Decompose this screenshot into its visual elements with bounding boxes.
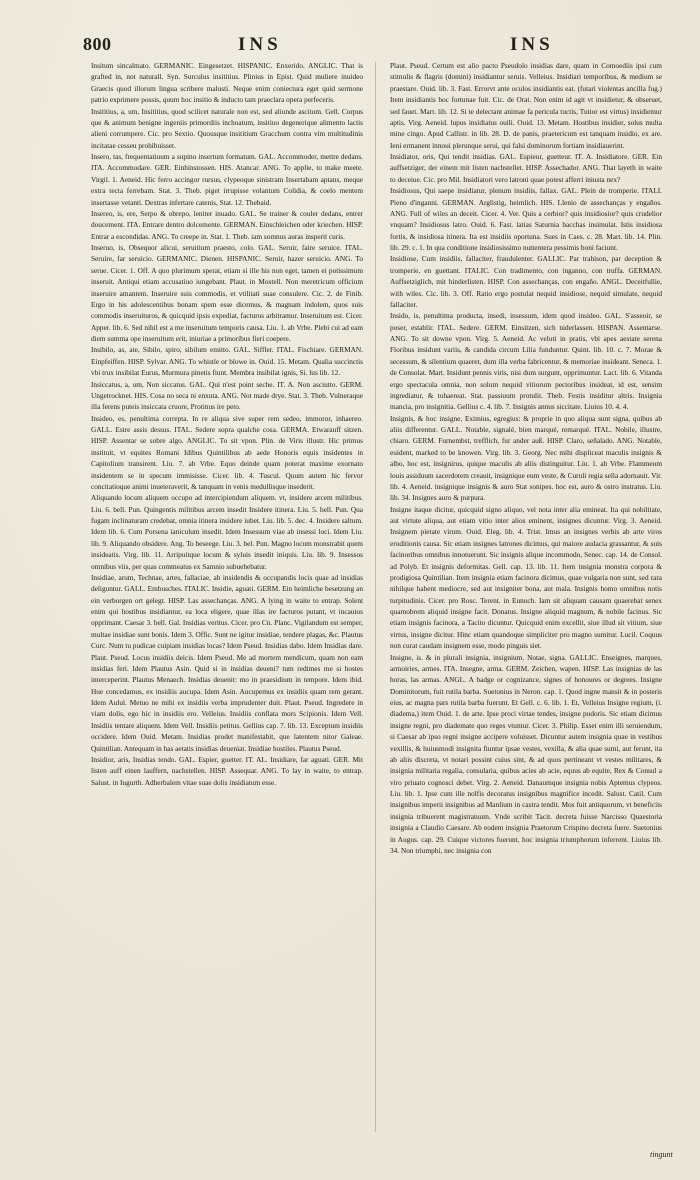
page-number: 800 bbox=[83, 34, 112, 54]
right-column bbox=[390, 60, 662, 1160]
running-head-right: INS bbox=[510, 34, 554, 55]
dictionary-entry: Insititius, a, um, Insititius, quod scilicet naturale non est, sed aliunde ascitum. Gell. Corpus que & animum benigne ingeniis primordiis inchoatum, insitiuo degenerique alimento lactis alieni corrumpere. Cic. pro Sextio. Quousque insititium Gracchum contra vim multitudinis incitatae cesseu prohibuisset. bbox=[91, 106, 363, 150]
dictionary-entry: Insido, is, penultima producta, insedi, insessum, idem quod insideo. GAL. S'asseoir, se poser, establir. ITAL. Sedere. GERM. Einsitzen, sich niderlassen. HISPAN. Assentarse. ANG. To sit downe vpon. Virg. 5. Aeneid. Ac veluti in pratis, vbi apes aestate serena Floribus insidunt variis, & candida circum Lilia funduntur. Quint. lib. 10. c. 7. Morae & secessum, & silentium quaeret, dum illa verba fabricentur, & memoriae insideant. Seneca. 1. de Consolat. Mart. Insidunt pennis viris, nisi dum surgunt, opprimuntur. Lact. lib. 6. Vitanda ergo spectacula omnia, non solum nequid vitiorum pectoribus insideat, id est, sensim ingrediatur, & tohaereat. Stat. passiuum protulit. Theb. Festis insiditur altris. Insignia mancia, pro insignitia. Gellius c. 4. lib. 7. Insignis annus siccitate. Liuius 10. 4. 4. bbox=[390, 311, 662, 412]
column-divider bbox=[375, 62, 376, 1132]
page-header bbox=[0, 34, 700, 62]
dictionary-entry: Insero, tas, frequentatiuum a supino insertum formatum. GAL. Accommoder, mettre dedans. ITA. Accommodare. GER. Einhinstossen. HIS. Atancar. ANG. To applie, to make meete. Virgil. 1. Aeneid. Hic ferro accingor rursus, clypeoque sinistram Insertabam aptans, meque extra tecta ferrebam. Stat. 3. Theb. piget irrupisse volantum Colidia, & coelo mentem insertasse vetanti. Dextras infertare catenis, Stat. 12. Thebaid. bbox=[91, 152, 363, 207]
left-column bbox=[91, 60, 363, 1160]
dictionary-entry: Inseruo, is, Obsequor alicui, seruitium praesto, colo. GAL. Seruir, faire seruice. ITAL. Seruire, far seruicio. GERMANIC. Dienen. HISPANIC. Seruir, hazer seruicio. ANG. To serue. Cicer. 1. Off. A quo plurimum sperat, etiam si ille his non eget, tamen ei potissimum inseruit. Antiqui etiam accusatiuo iungebant. Plaut. in Mostell. Non meretricum officium inseruire amantem. Inseruire suis commodis, et vtilitati suae consulere. Cic. 2. de Finib. Ergo in his adolescentibus bonam spem esse dicemus, & magnam indolem, quos suis commodis inseruituros, & quicquid ipsis expediat, facturos arbitramur. Inseruitum est. Cicer. Apper. lib. 6. Sed nihil est a me inseruitum temporis causa. Liu. 1. ab Vrbe. Plebi cui ad eam diem summa ope inseruitum erit, iniuriae a primoribus fieri coepere. bbox=[91, 243, 363, 343]
dictionary-entry: Insigne, is. & in plurali insignia, insignium. Notae, signa. GALLIC. Enseignes, marques, armoiries, armes. ITA. Insegne, arma. GERM. Zeichen, wapen. HISP. Las insignias de las horas, las armas. ANGL. A badge or cognizance, signes of honoures or degrees. Insigne Dominitorum, fuit rutila barba. Suetonius in Neron. cap. 1. Quod ingne mansit & in posteris eius, ac magna pars rutila barba fuerunt. Et Gell. c. 6. lib. 1. Et, Velleius Insigne regium, (i. diadema,) item Ouid. 1. de arte. Ipse proci virtae tendes, insigne pudoris. Sic etiam dicimus insigne regni, pro diademate quo reges vtuntur. Cicer. 3. Philip. Esset enim illi seruiendum, si Caesar ab ipso regni insigne accipere voluisset. Dicuntur autem insignia quae in vestibus vexillis, & huiusmodi insignita fiuntur ipsae vestes, vexilla, & alia quae sumi, aut ferunt, ita ab aliis discreta, vt notari possint cuius sint, & ad quos pertineant vt vestes militares, & insignia militaria regalia, consularia, quibus acies ab acie, equus ab equite, Rex & Consul a viro priuato cognosci debet. Virg. 2. Aeneid. Danaumque insignia nobis Aptemus clypeos. Liu. lib. 1. Ipse cum ille nolfis decoratus insignibus magnifice incedit. Salust. Catil. Cum insignibus imperii insignibus ad Manlium in castra tendit. Mos fuit antiquorum, vt beneficiis insignia tribuerent magistratuum. Vnde scribit Tacit. decreta fuisse Narcisso Quaestoria insignia a Claudio Caesare. Ab eodem insignia Praetorum Crispino decreta fuere. Suetonius in Augus. cap. 29. Cuique victores fuerunt, hoc insignia triumphorum inferrent. Liuius lib. 34. Non triumphi, nec insignia con bbox=[390, 652, 662, 855]
dictionary-entry: Plaut. Pseud. Certum est alio pacto Pseudolo insidias dare, quam in Comoediis ipsi cum stimulis & flagris (domini) insidiantur seruis. Velleius. Insidiari temporibus, & medium se praestare. Ouid. lib. 3. Fast. Errorvt ante oculos insidiantis eat. (futari violentas ancilla fug.) Item insidiantis hoc fortunae fuit. Cic. de Orat. Non enim id agit vt insidietur, & obseruet, sed fauet. Mart. lib. 12. Si te delectant animae fa pericula tuctis, Tutior est virtus) insidiemur aptis. Virg. Aeneid. lupus insidiatus ouili. Ouid. 13. Metam. Hostibus insidier, solus multa mine cingo. Apud Callistr. in lib. 28. D. de panis, praetericum est tanquam insidio, ex are. Ieni ermanent innoui plerunque serui, qui falsi dominorum fortiam insidiauerint. bbox=[390, 61, 662, 150]
dictionary-entry: Insidiae, arum, Technae, artes, fallaciae, ab insidendis & occupandis locis quae ad insidias deliguntur. GALL. Embusches. ITALIC. Insidie, aguati. GERM. Ein heimliche besetzung an ein verborgen ort gelegt. HISP. Las assechanças. ANG. A lying in waite to entrap. Solent enim qui hostibus insidiantur, ea loca eligere, quae illas ire facturos putant, vt incautos opprimant. Caesar 3. bell. Gal. Insidias veritus. Cicer. pro Cn. Planc. Vigilandum est semper, multae insidiae sunt bonis. Idem 3. Offic. Sunt ne igitur insidiae, tendere plagas, &c. Plautus Curc. Num tu pudicae cuipiam insidias locas? Idem Pseud. Insidias dabo. Idem Insidias dare. Plaut. Pseud. Locus insidiis deicis. Idem Pseud. Me ad mortem mendicum, quam non eam insidias feri. Idem Plautus Asin. Quid si in insidias deueni? tum redimes me si hostes interceperint. Plautus Menaech. Insidias deuenit: mo in praesidium in tempore. Idem ibid. Hue concedamus, ex insidiis aucupa. Idem Asin. Aucupemus ex insidiis quam rem gerant. Idem Aulul. Metuo ne mihi ex insidiis verba imprudenter duit. Plaut. Pseud. Ingredere in viam dolis, ego hic in insidiis ero. Velleius. Insidiis conflata mors Scipionis. Idem Vell. Insidiis tentare aliquem. Idem Vell. Insidiis petitus. Gellius cap. 7. lib. 13. Exceptum insidiis occidere. Idem Ouid. Metam. Insidias prodet manifestabit, que latentem nitor Galeae. Quintilian. Antequam in has aetatis insidias deueniat. Insidiae hostiles. Plautus Pseud. bbox=[91, 572, 363, 753]
dictionary-entry: Insidiose, Cum insidiis, fallaciter, fraudulenter. GALLIC. Par trahison, par deception & tromperie, en guettant. ITALIC. Con tradimento, con inganno, con truffa. GERMAN. Auffsetziglich, mit hinderlisten. HISP. Con assechanças, con engaño. ANGL. Deceitfullie, with wiles. Cic. lib. 3. Off. Ratio ergo postulat nequid insidiose, nequid simulate, nequid fallaciter. bbox=[390, 254, 662, 309]
dictionary-entry: Aliquando locum aliquem occupo ad intercipiendum aliquem. vt, insidere arcem militibus. Liu. 6. bell. Pun. Quingentis militibus arcem insedit Insidere itinera. Liu. 5. bell. Pun. Qua fugam inclinaturam credebat, omnia itinera insidere iubet. Liu. lib. 5. dec. 4. Insidere saltum. Idem lib. 6. Cum Porsena ianiculum insedit. Idem Insessum viae ab insessi loci. Idem Liu. lib. 9. Aliquando obsidere. Ang. To beseege. Liu. 3. bel. Pun. Magno locum monstrabit quem insideatis. Virg. lib. 11. Arripuitque locum & syluis insedit iniquis. Liu. lib. 9. Insessos omnibus viis, per quas commeatus ex Samnio subuehebatur. bbox=[91, 493, 363, 571]
dictionary-entry: Insiccatus, a, um, Non siccatus. GAL. Qui n'est point seche. IT. A. Non asciutto. GERM. Ungetrocknet. HIS. Cosa no seca ni enxuta. ANG. Not made drye. Stat. 3. Theb. Vulneraque illa ferens puteis insiccata cruore, Protinus ire peto. bbox=[91, 379, 363, 412]
dictionary-entry: Insigne itaque dicitur, quicquid signo aliquo, vel nota inter alia emineat. Ita qui nobilitate, aut virtute aliqua, aut etiam vitio inter alios eminent, insignes dicuntur. Virg. 3. Aeneid. Insignem pietate virum. Ouid. Eleg. lib. 4. Trist. Imus an insignes verbis ab arte viros eruditionis causa. Sic etiam insignes latrones dicimus, qui maiore audacia grassantur, & suis facinoribus omnibus innotuerunt. Sic insignis alique incommodo, Senec. cap. 14. de Consol. ad Polyb. Et insignis deformitas. Gell. cap. 13. lib. 11. Item insignia monstra corpora & prodigiosa Quintilian. Item insignia etiam facinora dicimus, quae vulgaria non sunt, sed rara nihilque habent mediocre, sed aut insigniter bona, aut mala. Insignis homo omnibus notis turpitudinis. Cicer. pro Rosc. Terent. in Eunuch. Iam sit aliquam causam quaerebat senex quamobrem aliquid insigne facit. Donatus. Insigne aliquid magnum, & nobile facinus. Sic etiam insignis facinora, a Tacito dicuntur. Quicquid enim excellit, siue illud sit vitium, siue virtus, insigne dicitur. Hinc etiam quandoque simpliciter pro magno sumitur. Lucil. Coquus non curat caudam insignem esse, modo pinguis siet. bbox=[390, 504, 662, 651]
dictionary-entry: Insignis, & hoc insigne, Eximius, egregius: & proprie in quo aliqua sunt signa, quibus ab aliis differentur. GALL. Notable, signalé, bien marqué, remarqué. ITAL. Nobile, illustre, chiaro. GERM. Furnembst, trefflich, fur ander auß. HISP. Claro, señalado. ANG. Notable, euident, marked to be knowen. Virg. lib. 3. Georg. Nec mihi displiceat maculis insignis & albo, hoc est, insignirus, quique maculis ab aliis distinguitur. Liu. 1. ab Vrbe. Flammeum louis assiduum sacerdotem creauit, insignique eum veste, & Curuli regia sella adornauit. Vir. lib. 4. Aeneid. insignique insignis & auro Stat sonipes. hoc est, auro & ostro instratus. Liu. lib. 34. Insignes auro & purpura. bbox=[390, 413, 662, 503]
dictionary-entry: Insitum sincalmato. GERMANIC. Eingesetzet. HISPANIC. Enxerido. ANGLIC. That is grafted in, not naturall. Syn. Surculus insititius. Plinius in Epist. Quid muliere inuideo Graecis quod illorum lingua scribere malusti. Neque enim coniectura eget quid sermone patrio exprimere possis, quum hoc insitio & inducto tam praeclara opera perfeceris. bbox=[91, 61, 363, 105]
dictionary-entry: Insideo, es, penultima correpta. In re aliqua sive super rem sedeo, immoror, inhaereo. GALL. Estre assis dessus. ITAL. Sedere sopra qualche cosa. GERMA. Etwarauff sitzen. HISP. Assentar se sobre algo. ANGLIC. To sit vpon. Plin. de Viris illustr. Hic primus instituit, vt equites Romani Idibus Quintilibus ab aede Honoris equis insidentes in Capitolium transirent. Liu. 7. ab Vrbe. Equo deinde quam poterat maxime exornato insidentem se in specum immisisse. Cicer. lib. 4. Tuscul. Quum autem hic fervor concitatioque animi inueteraverit, & tanquam in venis medullisque insederit. bbox=[91, 413, 363, 491]
dictionary-entry: Insidiator, oris, Qui tendit insidias. GAL. Espieur, guetteur. IT. A. Insidiatore. GER. Ein auffsetziger, der einem mit listen nachstellet. HISP. Assechador. ANG. That layeth in waite to deceiue. Cic. pro Mil. Insidiatori vero latroni quae potest afferri iniusta nex? bbox=[390, 152, 662, 184]
dictionary-entry: Insidior, aris, Insidias tendo. GAL. Espier, guetter. IT. AL. Insidiare, far aguati. GER. Mit listen auff einen lauffern, nachstellen. HISP. Assequar. ANG. To lay in waite, to entrap. Salust. in Iugurth. Adherbalem vitae suae dolis insidiatum esse. bbox=[91, 754, 363, 787]
catchword: tingunt bbox=[650, 1150, 673, 1159]
dictionary-entry: Insidiosus, Qui saepe insidiatur, plenum insidiis, fallax. GAL. Plein de tromperie. ITALI. Pieno d'inganni. GERMAN. Arglistig, heimlich. HIS. Llenio de assechanças y engaños. ANG. Full of wiles an deceit. Cicer. 4. Ver. Quis a cerbior? quis insidiosior? quis crudelior vnquam? Insidiosus latro. Ouid. 6. Fast. latias Saturnia bacchas insimulat. Istis insidiosa fortis, & insidiosa itinera. Ita est insidiis oportuna. Sues in Caes. c. 28. Mart. lib. 14. Plin. lib. 29. c. 1. In qua conditione insidiosissimo nuttentera pessimis boni faciunt. bbox=[390, 186, 662, 252]
running-head-left: INS bbox=[238, 34, 282, 55]
dictionary-entry: Insibilo, as, ate, Sibilo, spiro, sibilum emitto. GAL. Siffler. ITAL. Fischiare. GERMAN. Einpfeiffen. HISP. Sylvar. ANG. To whistle or blowe in. Ouid. 15. Metam. Qualia succinctis vbi trux insibilat Eurus, Murmura pinetis fiunt. Membra insibilat ignis, Si. lus lib. 12. bbox=[91, 345, 363, 378]
dictionary-entry: Insereo, is, ere, Serpo & obrepo, leniter inuado. GAL. Se trainer & couler dedans, entrer doucement. ITA. Entrare dentro dolcemente. GERMAN. Einschleichen oder kriechen. HISP. Entrar a escondidas. ANG. To creepe in. Stat. 1. Theb. iam somnus auras insperit curis. bbox=[91, 208, 363, 241]
